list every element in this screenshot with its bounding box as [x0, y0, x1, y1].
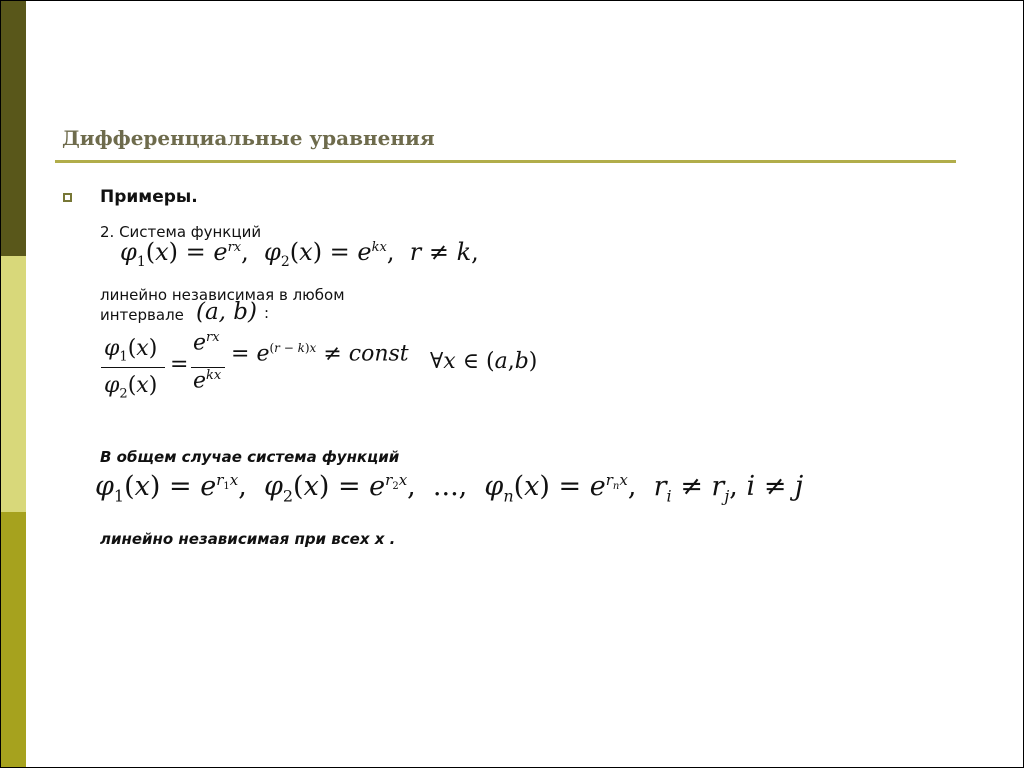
ratio-numerator: $\varphi_1(x)$	[104, 336, 158, 365]
interval-ab: (a, b)	[196, 299, 258, 325]
side-bar-middle	[1, 256, 26, 512]
side-bar-top	[1, 1, 26, 256]
colon: :	[264, 304, 270, 322]
square-bullet-icon	[63, 193, 72, 202]
fraction-bar-1	[101, 367, 165, 368]
system-line: 2. Система функций	[100, 223, 262, 241]
side-bar-bottom	[1, 512, 26, 767]
conclusion-line: линейно независимая при всех x .	[100, 530, 396, 548]
exp-difference: = $e^{(r - k)x}$ ≠ const	[231, 341, 409, 367]
interval-line: интервале	[100, 306, 184, 324]
title-rule	[55, 160, 956, 163]
slide-title: Дифференциальные уравнения	[62, 126, 435, 150]
formula-1: $\varphi_1(x) = e^{rx}$, $\varphi_2(x) = e^{kx}$, r ≠ k,	[120, 238, 479, 270]
heading-examples: Примеры.	[100, 187, 198, 207]
exp-denominator: $e^{kx}$	[193, 368, 222, 394]
ratio-denominator: $\varphi_2(x)$	[104, 373, 158, 402]
exp-numerator: $e^{rx}$	[193, 330, 220, 356]
formula-general: $\varphi_1(x) = e^{r_1x}$, $\varphi_2(x) = e^{r_2x}$, ..., $\varphi_n(x) = e^{r_nx}$, $r_i \ne r_j$, i ≠ j	[95, 471, 804, 506]
equals-1: =	[170, 352, 189, 377]
independent-line: линейно независимая в любом	[100, 286, 345, 304]
general-case-line: В общем случае система функций	[100, 448, 400, 466]
for-all-clause: ∀x ∈ (a,b)	[430, 349, 538, 374]
